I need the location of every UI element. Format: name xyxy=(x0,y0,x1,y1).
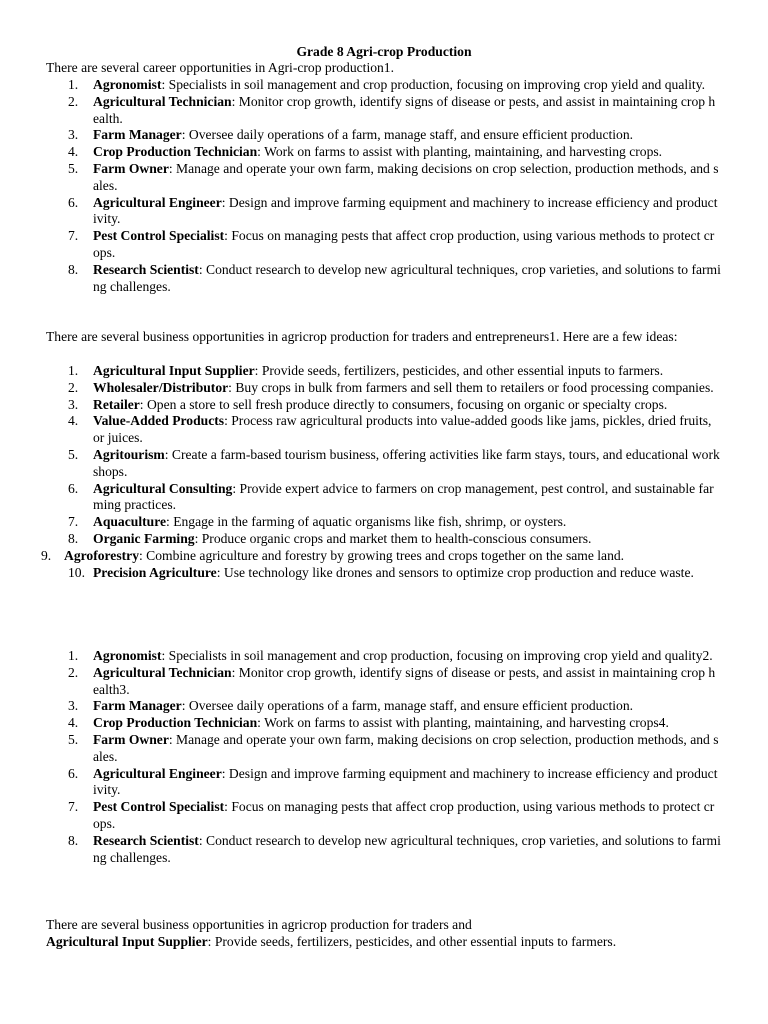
list-number: 3. xyxy=(68,396,79,412)
list-description: : Manage and operate your own farm, making decisions on crop selection, production methods, and sales. xyxy=(93,731,719,764)
document-title: Grade 8 Agri-crop Production xyxy=(296,44,472,59)
list-item xyxy=(0,565,721,582)
list-description: : Work on farms to assist with planting, maintaining, and harvesting crops4. xyxy=(257,715,669,731)
list-number: 6. xyxy=(68,194,79,210)
list-description: : Combine agriculture and forestry by growing trees and crops together on the same land. xyxy=(139,547,625,563)
list-term: Agricultural Consulting xyxy=(93,480,233,496)
list-description: : Design and improve farming equipment and machinery to increase efficiency and productivity. xyxy=(93,765,718,798)
list-item xyxy=(0,262,721,296)
list-number: 2. xyxy=(68,379,79,395)
list-item xyxy=(0,514,721,531)
career-list-2 xyxy=(0,648,768,866)
list-number: 1. xyxy=(68,363,79,378)
list-description: : Manage and operate your own farm, making decisions on crop selection, production methods, and sales. xyxy=(93,160,719,193)
list-number: 6. xyxy=(68,765,79,781)
list-description: : Process raw agricultural products into value-added goods like jams, pickles, dried fruits, or juices. xyxy=(93,413,712,446)
list-term: Pest Control Specialist xyxy=(93,228,225,244)
business-intro-paragraph: There are several business opportunities in agricrop production for traders and entrepreneurs1. Here are a few ideas: xyxy=(46,329,678,344)
list-number: 8. xyxy=(68,832,79,848)
list-number: 1. xyxy=(68,77,79,92)
list-item xyxy=(0,531,721,548)
list-number: 4. xyxy=(68,144,79,160)
list-description: : Focus on managing pests that affect crop production, using various methods to protect crops. xyxy=(93,799,715,831)
list-item xyxy=(0,77,721,94)
list-item xyxy=(0,228,721,262)
list-number: 5. xyxy=(68,446,79,462)
list-number: 9. xyxy=(41,547,52,563)
list-term: Wholesaler/Distributor xyxy=(93,379,229,395)
list-description: : Provide expert advice to farmers on crop management, pest control, and sustainable farming practices. xyxy=(93,480,714,513)
list-term: Agricultural Input Supplier xyxy=(93,363,255,378)
list-description: : Conduct research to develop new agricultural techniques, crop varieties, and solutions to farming challenges. xyxy=(93,832,721,865)
list-term: Research Scientist xyxy=(93,261,199,277)
list-number: 6. xyxy=(68,480,79,496)
list-description: : Create a farm-based tourism business, offering activities like farm stays, tours, and educational workshops. xyxy=(93,446,720,479)
list-term: Farm Owner xyxy=(93,731,169,747)
list-term: Aquaculture xyxy=(93,514,167,530)
list-term: Agroforestry xyxy=(64,547,139,563)
list-item xyxy=(0,481,721,515)
list-term: Agricultural Technician xyxy=(93,664,232,680)
list-number: 3. xyxy=(68,698,79,714)
list-number: 7. xyxy=(68,514,79,530)
list-term: Organic Farming xyxy=(93,530,195,546)
list-item xyxy=(0,144,721,161)
list-item xyxy=(0,127,721,144)
list-description: : Engage in the farming of aquatic organisms like fish, shrimp, or oysters. xyxy=(166,514,567,530)
list-description: : Focus on managing pests that affect crop production, using various methods to protect crops. xyxy=(93,228,715,260)
list-term: Agritourism xyxy=(93,446,165,462)
list-description: : Oversee daily operations of a farm, manage staff, and ensure efficient production. xyxy=(181,127,634,143)
list-term: Research Scientist xyxy=(93,832,199,848)
list-item xyxy=(0,161,721,195)
list-number: 4. xyxy=(68,413,79,429)
list-term: Crop Production Technician xyxy=(93,715,258,731)
list-number: 7. xyxy=(68,228,79,244)
list-number: 10. xyxy=(68,564,85,580)
list-number: 2. xyxy=(68,93,79,109)
list-term: Agronomist xyxy=(93,77,162,92)
list-item xyxy=(0,413,721,447)
list-term: Farm Manager xyxy=(93,127,182,143)
list-term: Agricultural Engineer xyxy=(93,194,222,210)
list-description: : Monitor crop growth, identify signs of disease or pests, and assist in maintaining crop health. xyxy=(93,93,716,126)
list-term: Agricultural Engineer xyxy=(93,765,222,781)
list-item xyxy=(0,715,721,732)
list-description: : Design and improve farming equipment and machinery to increase efficiency and productivity. xyxy=(93,194,718,227)
closing-paragraph: There are several business opportunities in agricrop production for traders and xyxy=(46,917,472,932)
list-item xyxy=(0,799,721,833)
list-item xyxy=(0,732,721,766)
list-item xyxy=(0,665,721,699)
list-item xyxy=(0,195,721,229)
list-item xyxy=(0,548,724,565)
list-number: 5. xyxy=(68,731,79,747)
closing-item xyxy=(46,934,722,951)
list-item xyxy=(0,380,721,397)
list-description: : Specialists in soil management and crop production, focusing on improving crop yield and quality2. xyxy=(161,648,713,663)
list-term: Farm Owner xyxy=(93,160,169,176)
list-term: Pest Control Specialist xyxy=(93,799,225,815)
list-description: : Use technology like drones and sensors to optimize crop production and reduce waste. xyxy=(216,564,694,580)
list-item xyxy=(0,766,721,800)
list-term: Crop Production Technician xyxy=(93,144,258,160)
list-number: 8. xyxy=(68,261,79,277)
list-term: Value-Added Products xyxy=(93,413,225,429)
list-term: Agricultural Technician xyxy=(93,93,232,109)
list-number: 2. xyxy=(68,664,79,680)
closing-item-term: Agricultural Input Supplier xyxy=(46,934,208,949)
list-description: : Work on farms to assist with planting, maintaining, and harvesting crops. xyxy=(257,144,663,160)
list-item xyxy=(0,397,721,414)
business-list xyxy=(0,363,768,581)
list-term: Farm Manager xyxy=(93,698,182,714)
list-description: : Conduct research to develop new agricultural techniques, crop varieties, and solutions to farming challenges. xyxy=(93,261,721,294)
list-description: : Produce organic crops and market them to health-conscious consumers. xyxy=(194,530,592,546)
list-term: Retailer xyxy=(93,396,140,412)
list-number: 8. xyxy=(68,530,79,546)
list-term: Precision Agriculture xyxy=(93,564,217,580)
list-description: : Provide seeds, fertilizers, pesticides, and other essential inputs to farmers. xyxy=(254,363,664,378)
list-item xyxy=(0,648,721,665)
list-number: 5. xyxy=(68,160,79,176)
list-term: Agronomist xyxy=(93,648,162,663)
list-number: 7. xyxy=(68,799,79,815)
list-number: 1. xyxy=(68,648,79,663)
list-item xyxy=(0,94,721,128)
list-number: 3. xyxy=(68,127,79,143)
list-item xyxy=(0,833,721,867)
list-number: 4. xyxy=(68,715,79,731)
list-description: : Open a store to sell fresh produce directly to consumers, focusing on organic or specialty crops. xyxy=(139,396,668,412)
list-item xyxy=(0,447,721,481)
career-list-1 xyxy=(0,77,768,295)
career-intro-paragraph: There are several career opportunities in Agri-crop production1. xyxy=(46,60,395,75)
list-description: : Monitor crop growth, identify signs of disease or pests, and assist in maintaining crop health3. xyxy=(93,664,716,697)
closing-item-description: : Provide seeds, fertilizers, pesticides, and other essential inputs to farmers. xyxy=(207,934,617,949)
list-description: : Buy crops in bulk from farmers and sell them to retailers or food processing companies. xyxy=(228,379,714,395)
list-item xyxy=(0,698,721,715)
list-description: : Specialists in soil management and crop production, focusing on improving crop yield and quality. xyxy=(161,77,706,92)
list-description: : Oversee daily operations of a farm, manage staff, and ensure efficient production. xyxy=(181,698,634,714)
list-item xyxy=(0,363,721,380)
